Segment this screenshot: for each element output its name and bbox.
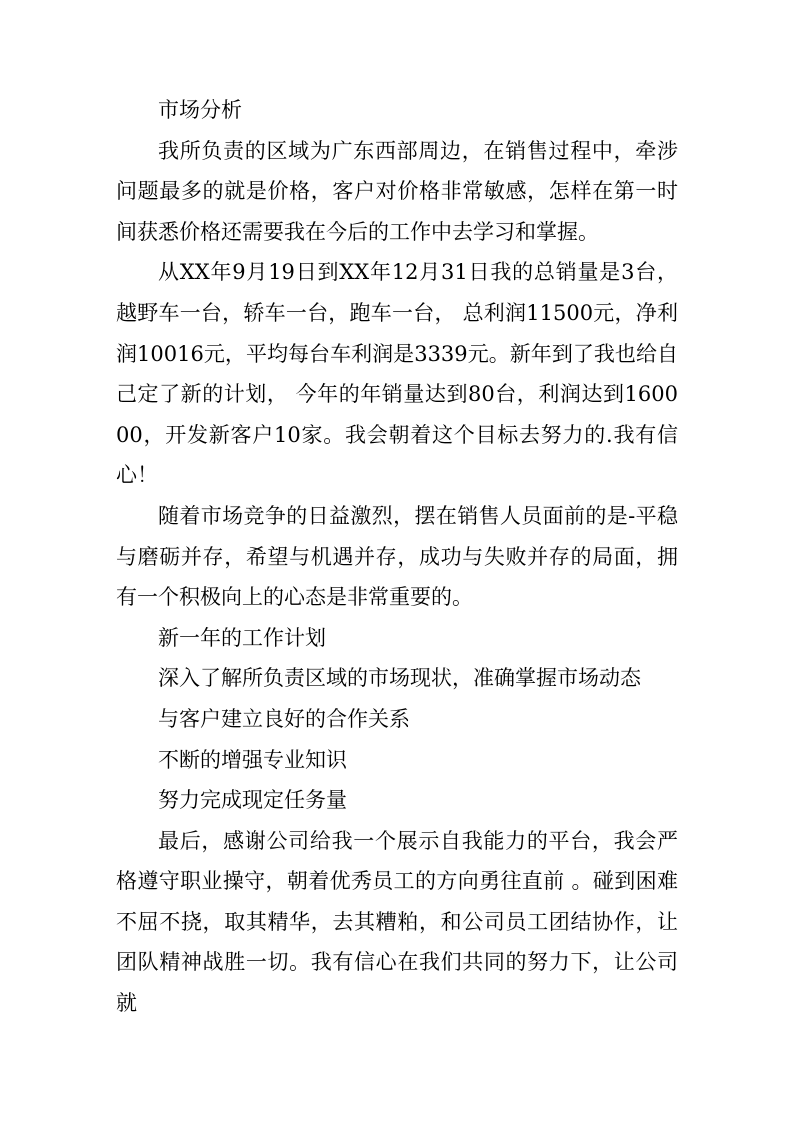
closing-paragraph: 最后，感谢公司给我一个展示自我能力的平台，我会严格遵守职业操守，朝着优秀员工的方向勇往直前 。碰到困难不屈不挠，取其精华，去其糟粕，和公司员工团结协作，让团队精神战胜一切。我有信心在我们共同的努力下，让公司就 (116, 828, 678, 1016)
document-body (116, 90, 678, 1024)
region-paragraph: 我所负责的区域为广东西部周边，在销售过程中，牵涉问题最多的就是价格，客户对价格非常敏感，怎样在第一时间获悉价格还需要我在今后的工作中去学习和掌握。 (116, 138, 678, 244)
plan-item: 与客户建立良好的合作关系 (158, 706, 410, 731)
plan-item: 不断的增强专业知识 (158, 747, 347, 772)
plan-item: 深入了解所负责区域的市场现状，准确掌握市场动态 (158, 666, 641, 691)
plan-item: 努力完成现定任务量 (158, 788, 347, 813)
sales-summary-paragraph: 从XX年9月19日到XX年12月31日我的总销量是3台，越野车一台，轿车一台，跑车一台， 总利润11500元，净利润10016元，平均每台车利润是3339元。新年到了我也给自己定了新的计划， 今年的年销量达到80台，利润达到160000，开发新客户10家。我会朝着这个目标去努力的.我有信心！ (116, 260, 678, 488)
market-analysis-heading: 市场分析 (158, 98, 242, 122)
work-plan-heading: 新一年的工作计划 (158, 625, 326, 650)
competition-paragraph: 随着市场竞争的日益激烈，摆在销售人员面前的是-平稳与磨砺并存，希望与机遇并存，成功与失败并存的局面，拥有一个积极向上的心态是非常重要的。 (116, 503, 678, 610)
